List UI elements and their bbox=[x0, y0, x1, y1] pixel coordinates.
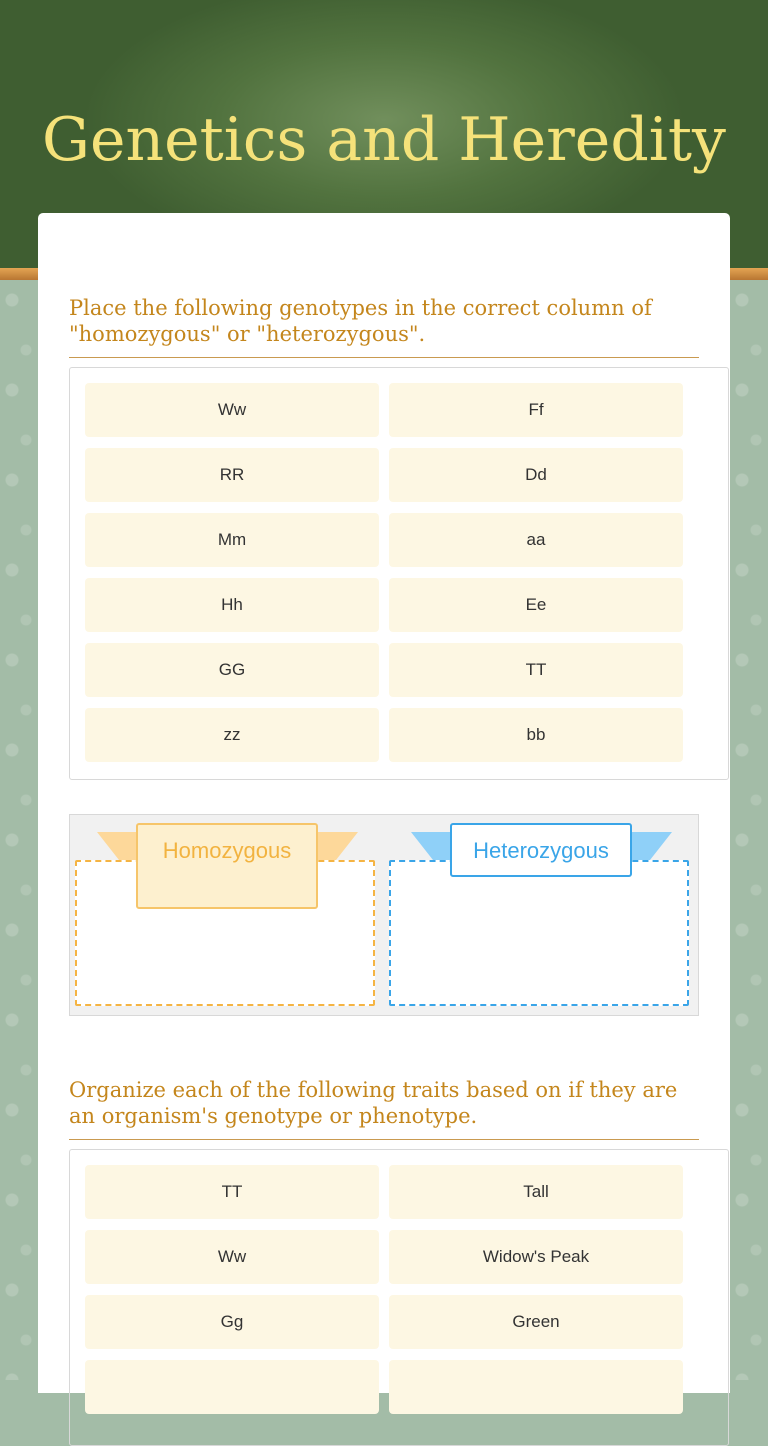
heterozygous-drop-zone[interactable] bbox=[389, 860, 689, 1006]
category-drop-area bbox=[69, 814, 699, 1016]
background-pattern-right bbox=[730, 280, 768, 1380]
draggable-item[interactable]: Gg bbox=[85, 1295, 379, 1349]
question-1-prompt: Place the following genotypes in the correct column of "homozygous" or "heterozygous". bbox=[69, 295, 699, 358]
draggable-item[interactable]: aa bbox=[389, 513, 683, 567]
draggable-item[interactable]: Ww bbox=[85, 1230, 379, 1284]
page-title: Genetics and Heredity bbox=[42, 105, 726, 175]
draggable-item[interactable]: GG bbox=[85, 643, 379, 697]
draggable-item[interactable]: Ff bbox=[389, 383, 683, 437]
background-pattern-left bbox=[0, 280, 38, 1380]
draggable-item[interactable]: TT bbox=[85, 1165, 379, 1219]
draggable-item[interactable]: Ee bbox=[389, 578, 683, 632]
draggable-item[interactable]: RR bbox=[85, 448, 379, 502]
draggable-item[interactable]: bb bbox=[389, 708, 683, 762]
question-1-item-bank bbox=[69, 367, 729, 780]
draggable-item[interactable]: Widow's Peak bbox=[389, 1230, 683, 1284]
heterozygous-category-label: Heterozygous bbox=[450, 823, 632, 877]
question-2-item-bank bbox=[69, 1149, 729, 1446]
draggable-item[interactable]: TT bbox=[389, 643, 683, 697]
draggable-item[interactable] bbox=[389, 1360, 683, 1414]
draggable-item[interactable]: zz bbox=[85, 708, 379, 762]
draggable-item[interactable]: Green bbox=[389, 1295, 683, 1349]
draggable-item[interactable]: Hh bbox=[85, 578, 379, 632]
draggable-item[interactable]: Mm bbox=[85, 513, 379, 567]
draggable-item[interactable]: Ww bbox=[85, 383, 379, 437]
worksheet-card bbox=[38, 213, 730, 1393]
draggable-item[interactable]: Tall bbox=[389, 1165, 683, 1219]
draggable-item[interactable]: Dd bbox=[389, 448, 683, 502]
question-2-prompt: Organize each of the following traits based on if they are an organism's genotype or phenotype. bbox=[69, 1077, 699, 1140]
draggable-item[interactable] bbox=[85, 1360, 379, 1414]
homozygous-category-label: Homozygous bbox=[136, 823, 318, 909]
